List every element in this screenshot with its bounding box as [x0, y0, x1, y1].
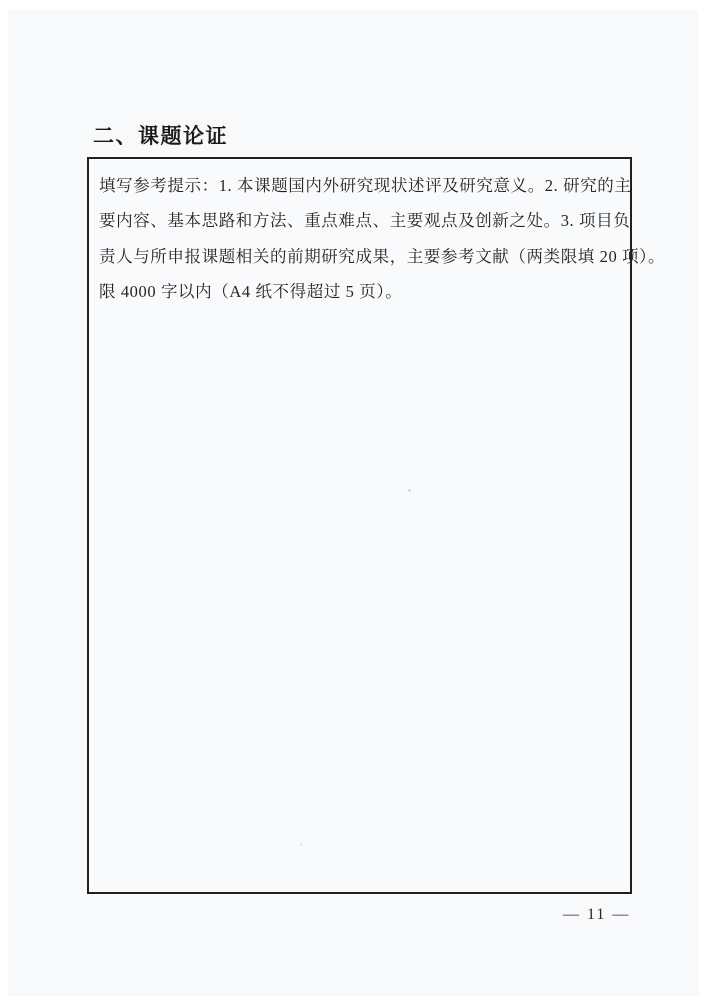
instruction-line-1: 填写参考提示：1. 本课题国内外研究现状述评及研究意义。2. 研究的主 — [99, 176, 632, 195]
topic-argumentation-box — [87, 157, 666, 894]
instruction-line-3: 责人与所申报课题相关的前期研究成果，主要参考文献（两类限填 20 项）。 — [99, 246, 666, 266]
page-number: — 11 — — [563, 906, 631, 923]
instruction-line-2: 要内容、基本思路和方法、重点难点、主要观点及创新之处。3. 项目负 — [99, 211, 631, 231]
section-title: 二、课题论证 — [93, 125, 228, 148]
fill-in-instructions — [99, 168, 666, 310]
scan-speck — [408, 489, 411, 492]
scan-speck — [300, 843, 303, 846]
scanned-paper — [8, 10, 699, 996]
instruction-line-4: 限 4000 字以内（A4 纸不得超过 5 页）。 — [99, 282, 403, 302]
